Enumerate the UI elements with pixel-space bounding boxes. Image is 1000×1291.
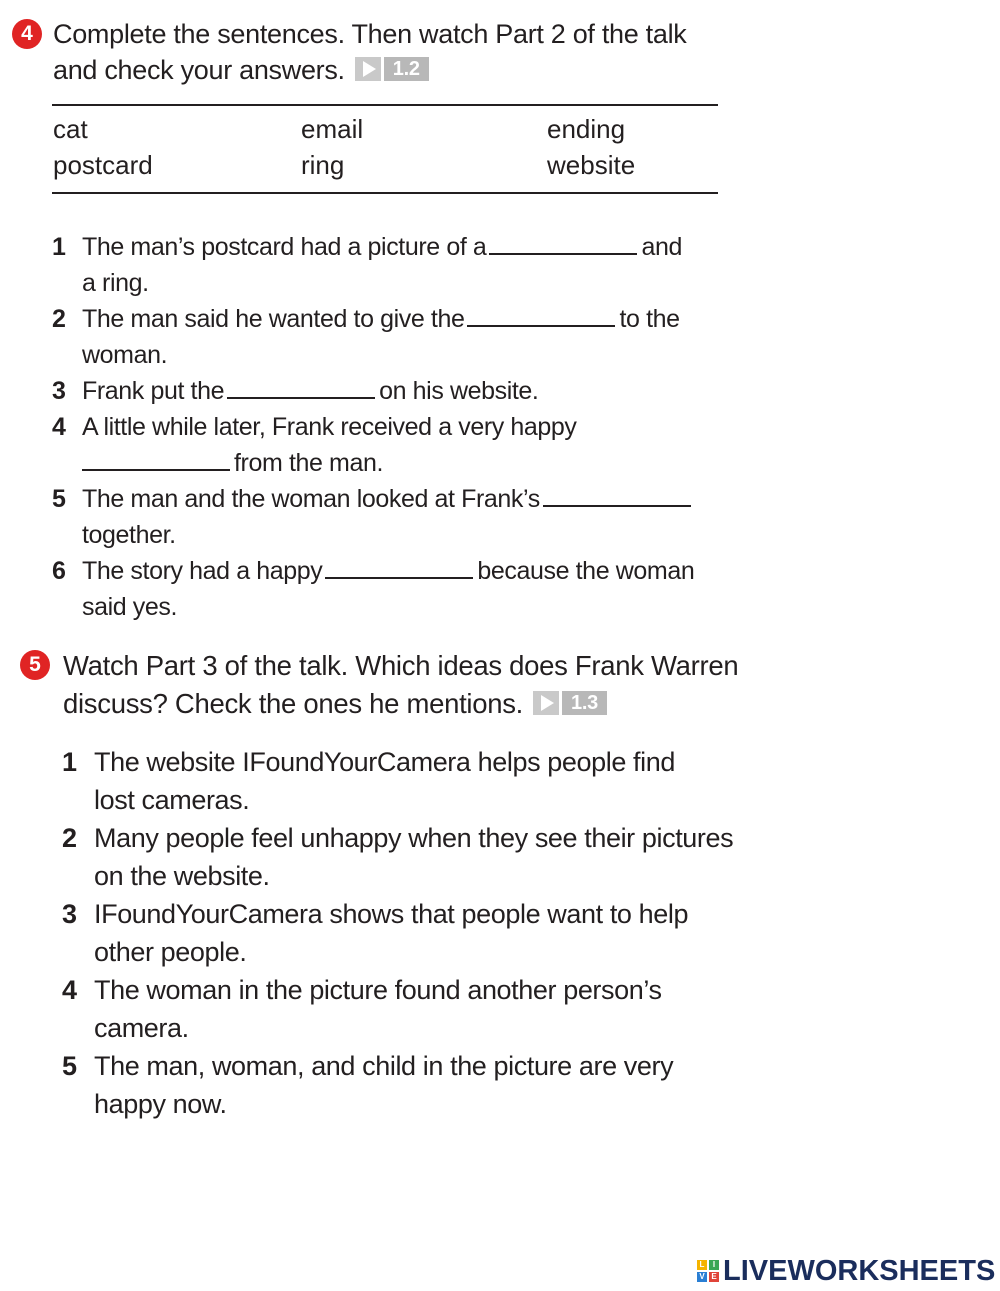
item-text: The man’s postcard had a picture of a [82, 233, 487, 261]
exercise-4-title-line1: Complete the sentences. Then watch Part 2 of the talk [53, 19, 687, 49]
item-text: lost cameras. [94, 785, 250, 815]
logo-mark-letter: V [697, 1272, 707, 1282]
item-text: on the website. [94, 861, 270, 891]
item-text: because the woman [477, 557, 695, 585]
item-text: A little while later, Frank received a very happy [82, 413, 577, 441]
item-text: The story had a happy [82, 557, 323, 585]
logo-mark-letter: L [697, 1260, 707, 1270]
logo-mark-letter: E [709, 1272, 719, 1282]
answer-blank[interactable] [543, 483, 691, 507]
word-box-item: cat [53, 114, 88, 144]
item-number: 3 [52, 377, 66, 405]
item-number: 4 [52, 413, 66, 441]
item-number: 4 [62, 975, 77, 1005]
item-text: a ring. [82, 269, 149, 297]
item-text: camera. [94, 1013, 189, 1043]
word-box-item: postcard [53, 150, 153, 180]
item-text: to the [619, 305, 680, 333]
liveworksheets-logo[interactable] [697, 1254, 995, 1288]
exercise-4-item-4 [52, 409, 577, 481]
item-text: said yes. [82, 593, 178, 621]
logo-mark-icon [697, 1260, 719, 1282]
exercise-5-item-1[interactable] [62, 743, 675, 819]
item-text: The woman in the picture found another person’s [94, 975, 662, 1005]
video-code: 1.3 [562, 691, 607, 715]
item-text: The man, woman, and child in the picture are very [94, 1051, 674, 1081]
exercise-4-item-3 [52, 373, 538, 409]
exercise-4-title [53, 16, 686, 88]
logo-text: LIVEWORKSHEETS [723, 1254, 996, 1287]
answer-blank[interactable] [489, 231, 637, 255]
video-button-1-2[interactable] [355, 57, 429, 81]
video-button-1-3[interactable] [533, 691, 607, 715]
exercise-4-title-line2: and check your answers. [53, 55, 345, 85]
exercise-4-badge: 4 [12, 19, 42, 49]
item-number: 1 [52, 233, 66, 261]
exercise-5-item-5[interactable] [62, 1047, 673, 1123]
exercise-5-item-2[interactable] [62, 819, 733, 895]
item-text: Frank put the [82, 377, 225, 405]
answer-blank[interactable] [467, 303, 615, 327]
video-code: 1.2 [384, 57, 429, 81]
item-text: on his website. [379, 377, 539, 405]
exercise-5-title-line2: discuss? Check the ones he mentions. [63, 688, 524, 719]
item-number: 5 [62, 1051, 77, 1081]
exercise-4-item-5 [52, 481, 695, 553]
item-text: The website IFoundYourCamera helps people find [94, 747, 675, 777]
item-number: 3 [62, 899, 77, 929]
item-number: 2 [52, 305, 66, 333]
item-text: The man and the woman looked at Frank’s [82, 485, 540, 513]
word-box-top-rule [52, 104, 718, 106]
item-text: other people. [94, 937, 247, 967]
exercise-5-title-line1: Watch Part 3 of the talk. Which ideas does Frank Warren [63, 650, 739, 681]
item-text: woman. [82, 341, 168, 369]
exercise-5-title [63, 647, 738, 723]
item-text: happy now. [94, 1089, 227, 1119]
word-box-item: website [547, 150, 636, 180]
answer-blank[interactable] [227, 375, 375, 399]
item-text: and [641, 233, 682, 261]
exercise-4-item-1 [52, 229, 682, 301]
item-text: together. [82, 521, 176, 549]
answer-blank[interactable] [325, 555, 473, 579]
item-number: 6 [52, 557, 66, 585]
word-box-item: ending [547, 114, 626, 144]
exercise-4-item-6 [52, 553, 694, 625]
item-text: Many people feel unhappy when they see their pictures [94, 823, 734, 853]
item-text: IFoundYourCamera shows that people want to help [94, 899, 689, 929]
exercise-5-item-4[interactable] [62, 971, 662, 1047]
item-number: 1 [62, 747, 77, 777]
answer-blank[interactable] [82, 447, 230, 471]
item-text: from the man. [234, 449, 384, 477]
word-box-bottom-rule [52, 192, 718, 194]
exercise-5-badge: 5 [20, 650, 50, 680]
play-icon [355, 57, 381, 81]
item-number: 5 [52, 485, 66, 513]
exercise-4-item-2 [52, 301, 680, 373]
logo-mark-letter: I [709, 1260, 719, 1270]
word-box-item: ring [301, 150, 345, 180]
word-box-item: email [301, 114, 364, 144]
exercise-5-item-3[interactable] [62, 895, 688, 971]
item-text: The man said he wanted to give the [82, 305, 465, 333]
play-icon [533, 691, 559, 715]
item-number: 2 [62, 823, 77, 853]
